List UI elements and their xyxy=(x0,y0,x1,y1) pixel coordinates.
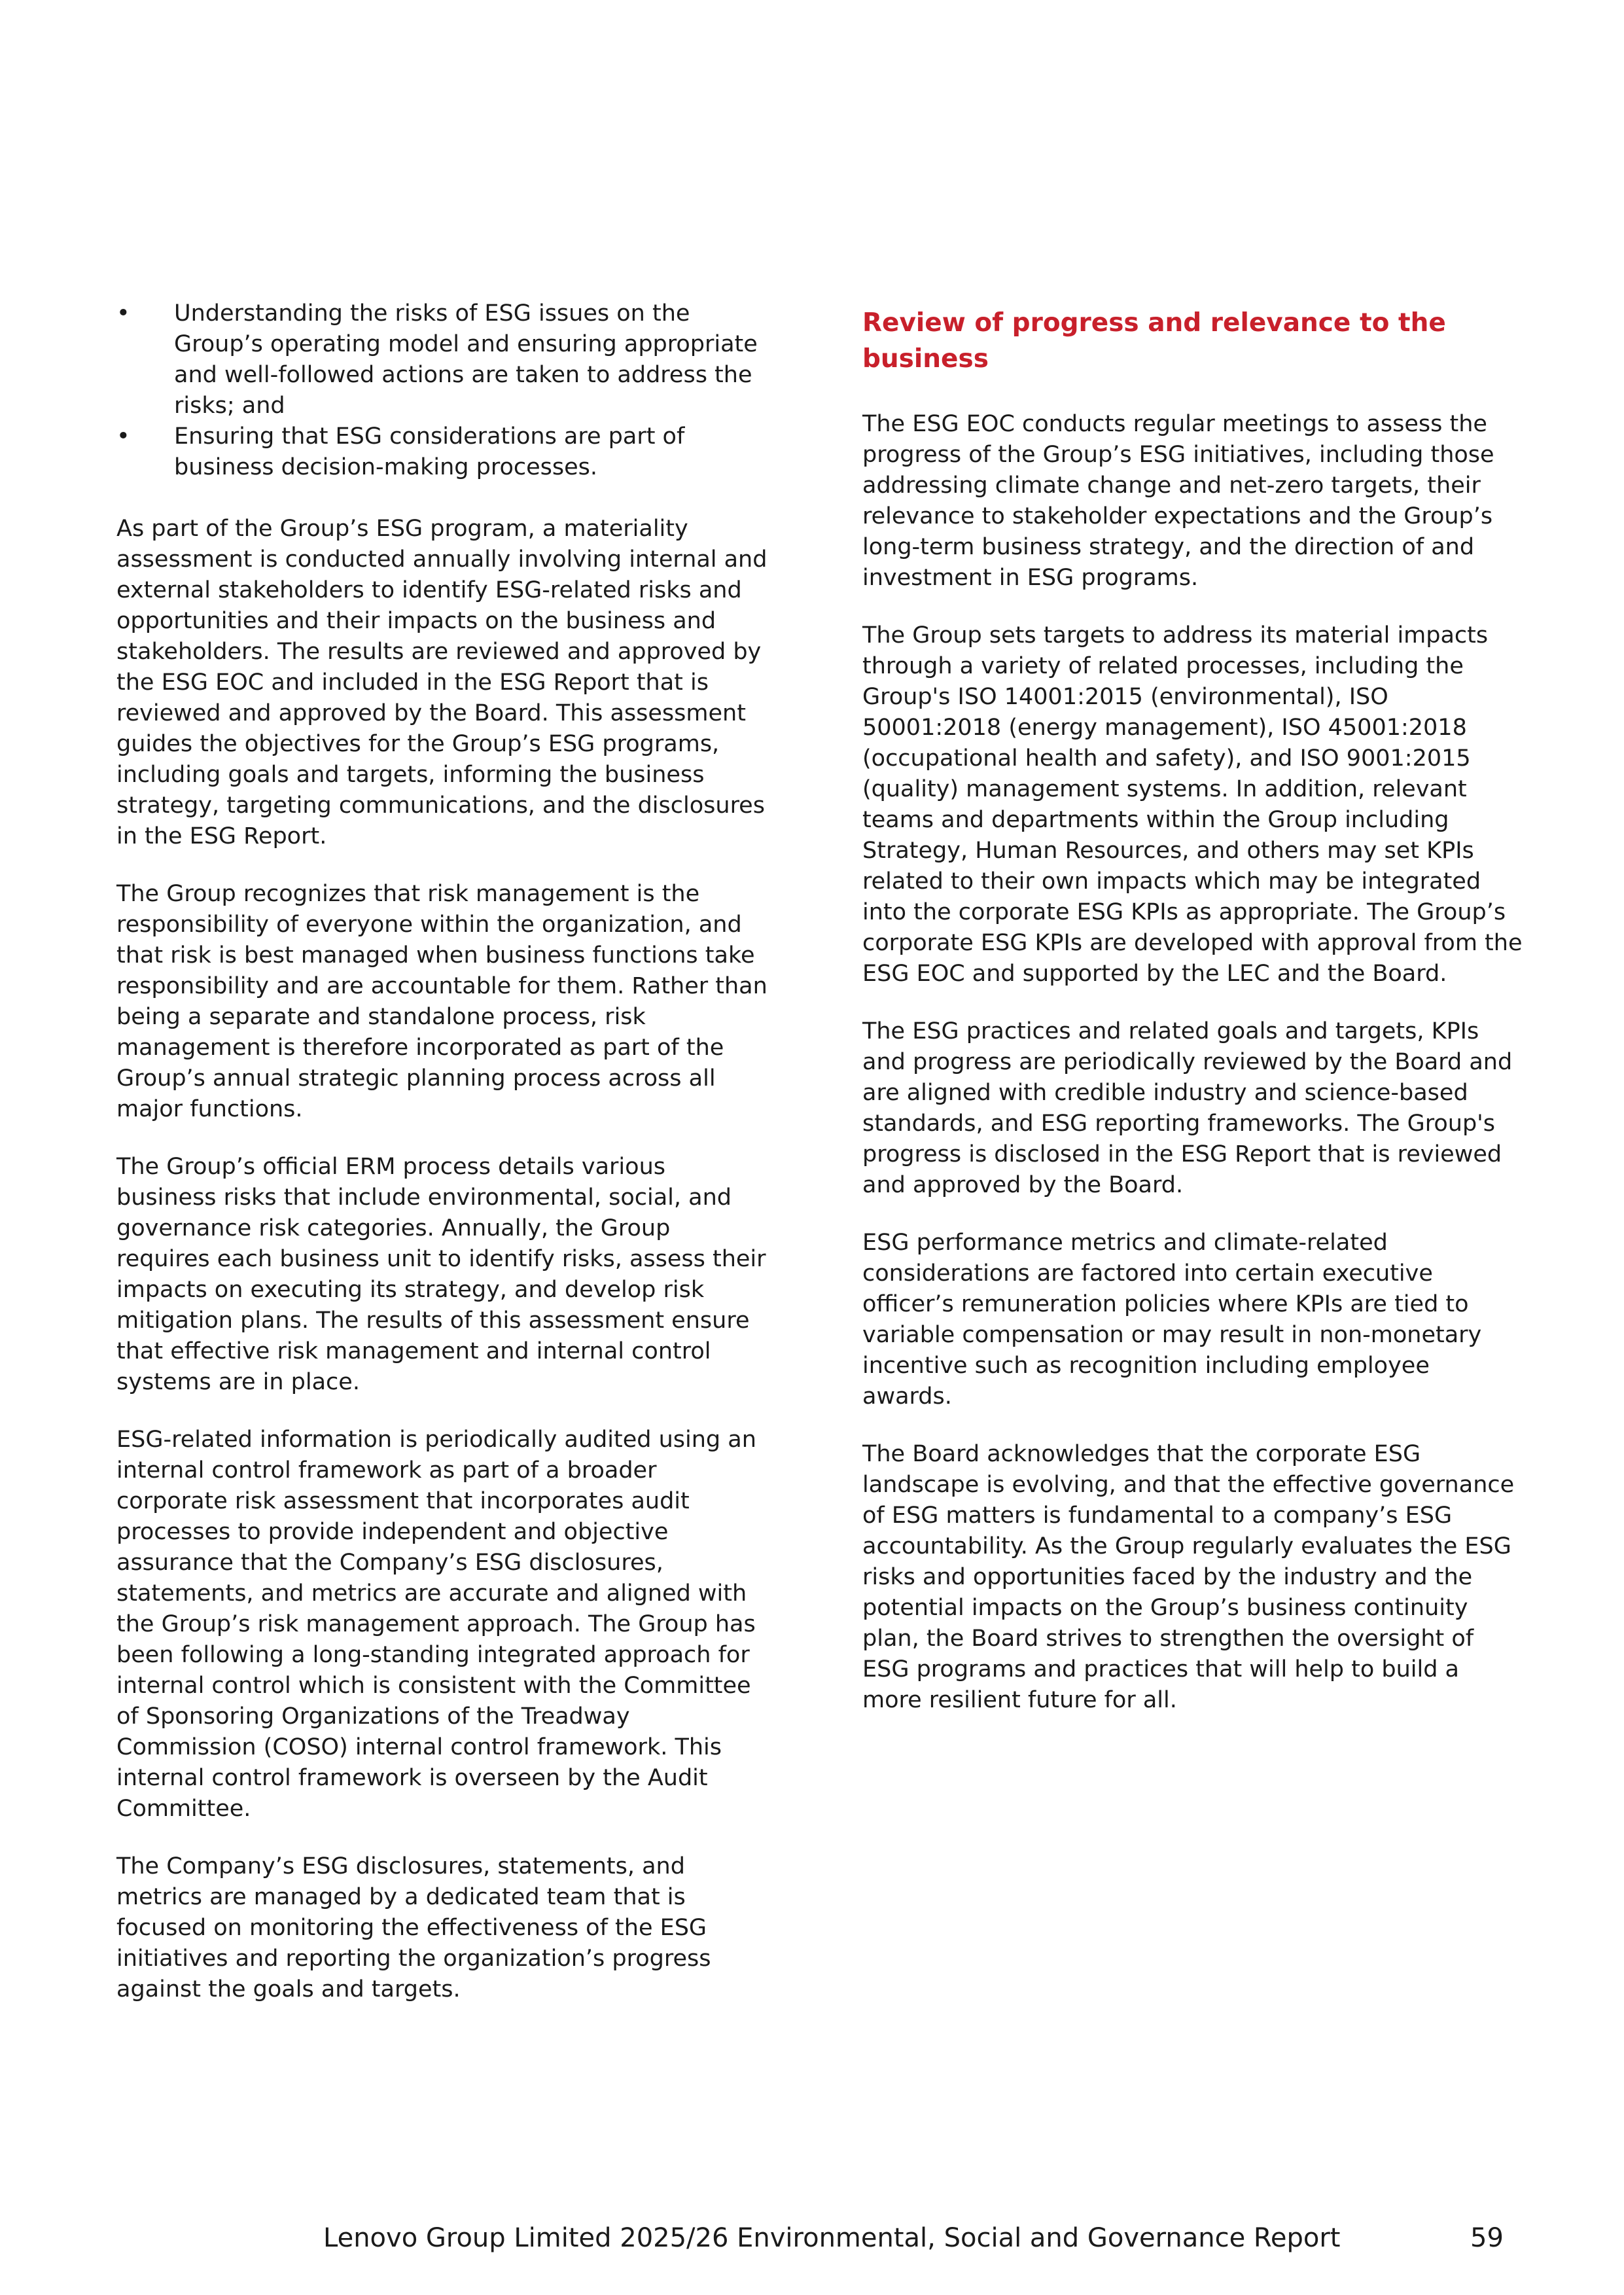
paragraph-board-review: The ESG practices and related goals and targets, KPIs and progress are periodically reviewed by the Board and are aligned with credible industry and science-based standards, and ESG reporting frameworks. The Group's progress is disclosed in the ESG Report that is reviewed and approved by the Board. xyxy=(862,1018,1513,1198)
paragraph-materiality: As part of the Group’s ESG program, a materiality assessment is conducted annually involving internal and external stakeholders to identify ESG-related risks and opportunities and their impacts on the business and stakeholders. The results are reviewed and approved by the ESG EOC and included in the ESG Report that is reviewed and approved by the Board. This assessment guides the objectives for the Group’s ESG programs, including goals and targets, informing the business strategy, targeting communications, and the disclosures in the ESG Report. xyxy=(116,516,768,849)
paragraph-remuneration: ESG performance metrics and climate-related considerations are factored into certain executive officer’s remuneration policies where KPIs are tied to variable compensation or may result in non-monetary incentive such as recognition including employee awards. xyxy=(862,1230,1482,1410)
bullet-icon: • xyxy=(116,300,130,327)
left-column xyxy=(116,298,771,2032)
paragraph-risk-management: The Group recognizes that risk management is the responsibility of everyone within the organization, and that risk is best managed when business functions take responsibility and are accountable for them. Rather than being a separate and standalone process, risk management is therefore incorporated as part of the Group’s annual strategic planning process across all major functions. xyxy=(116,881,768,1122)
section-heading: Review of progress and relevance to the business xyxy=(862,308,1446,374)
paragraph-erm-process: The Group’s official ERM process details various business risks that include environmental, social, and governance risk categories. Annually, the Group requires each business unit to identify risks, assess their impacts on executing its strategy, and develop risk mitigation plans. The results of this assessment ensure that effective risk management and internal control systems are in place. xyxy=(116,1154,766,1395)
report-title: Lenovo Group Limited 2025/26 Environmental, Social and Governance Report xyxy=(323,2223,1341,2253)
bullet-text: Understanding the risks of ESG issues on the Group’s operating model and ensuring appropriate and well-followed actions are taken to address the risks; and xyxy=(174,300,758,419)
paragraph-disclosures-team: The Company’s ESG disclosures, statements, and metrics are managed by a dedicated team that is focused on monitoring the effectiveness of the ESG initiatives and reporting the organization’s progress against the goals and targets. xyxy=(116,1853,711,2002)
list-item xyxy=(116,298,771,421)
paragraph-targets: The Group sets targets to address its material impacts through a variety of related processes, including the Group's ISO 14001:2015 (environmental), ISO 50001:2018 (energy management), ISO 45001:2018 (occupational health and safety), and ISO 9001:2015 (quality) management systems. In addition, relevant teams and departments within the Group including Strategy, Human Resources, and others may set KPIs related to their own impacts which may be integrated into the corporate ESG KPIs as appropriate. The Group’s corporate ESG KPIs are developed with approval from the ESG EOC and supported by the LEC and the Board. xyxy=(862,622,1523,987)
bullet-text: Ensuring that ESG considerations are part of business decision-making processes. xyxy=(174,423,685,480)
page-number: 59 xyxy=(1470,2223,1504,2253)
paragraph-internal-control: ESG-related information is periodically audited using an internal control framework as part of a broader corporate risk assessment that incorporates audit processes to provide independent and objective assurance that the Company’s ESG disclosures, statements, and metrics are accurate and aligned with the Group’s risk management approach. The Group has been following a long-standing integrated approach for internal control which is consistent with the Committee of Sponsoring Organizations of the Treadway Commission (COSO) internal control framework. This internal control framework is overseen by the Audit Committee. xyxy=(116,1427,756,1822)
paragraph-eoc-meetings: The ESG EOC conducts regular meetings to assess the progress of the Group’s ESG initiatives, including those addressing climate change and net-zero targets, their relevance to stakeholder expectations and the Group’s long-term business strategy, and the direction of and investment in ESG programs. xyxy=(862,411,1494,591)
page-footer xyxy=(0,2218,1624,2258)
paragraph-board-acknowledges: The Board acknowledges that the corporate ESG landscape is evolving, and that the effective governance of ESG matters is fundamental to a company’s ESG accountability. As the Group regularly evaluates the ESG risks and opportunities faced by the industry and the potential impacts on the Group’s business continuity plan, the Board strives to strengthen the oversight of ESG programs and practices that will help to build a more resilient future for all. xyxy=(862,1441,1515,1713)
bullet-list xyxy=(116,298,771,483)
list-item xyxy=(116,421,771,483)
bullet-icon: • xyxy=(116,423,130,450)
right-column xyxy=(862,298,1523,1743)
